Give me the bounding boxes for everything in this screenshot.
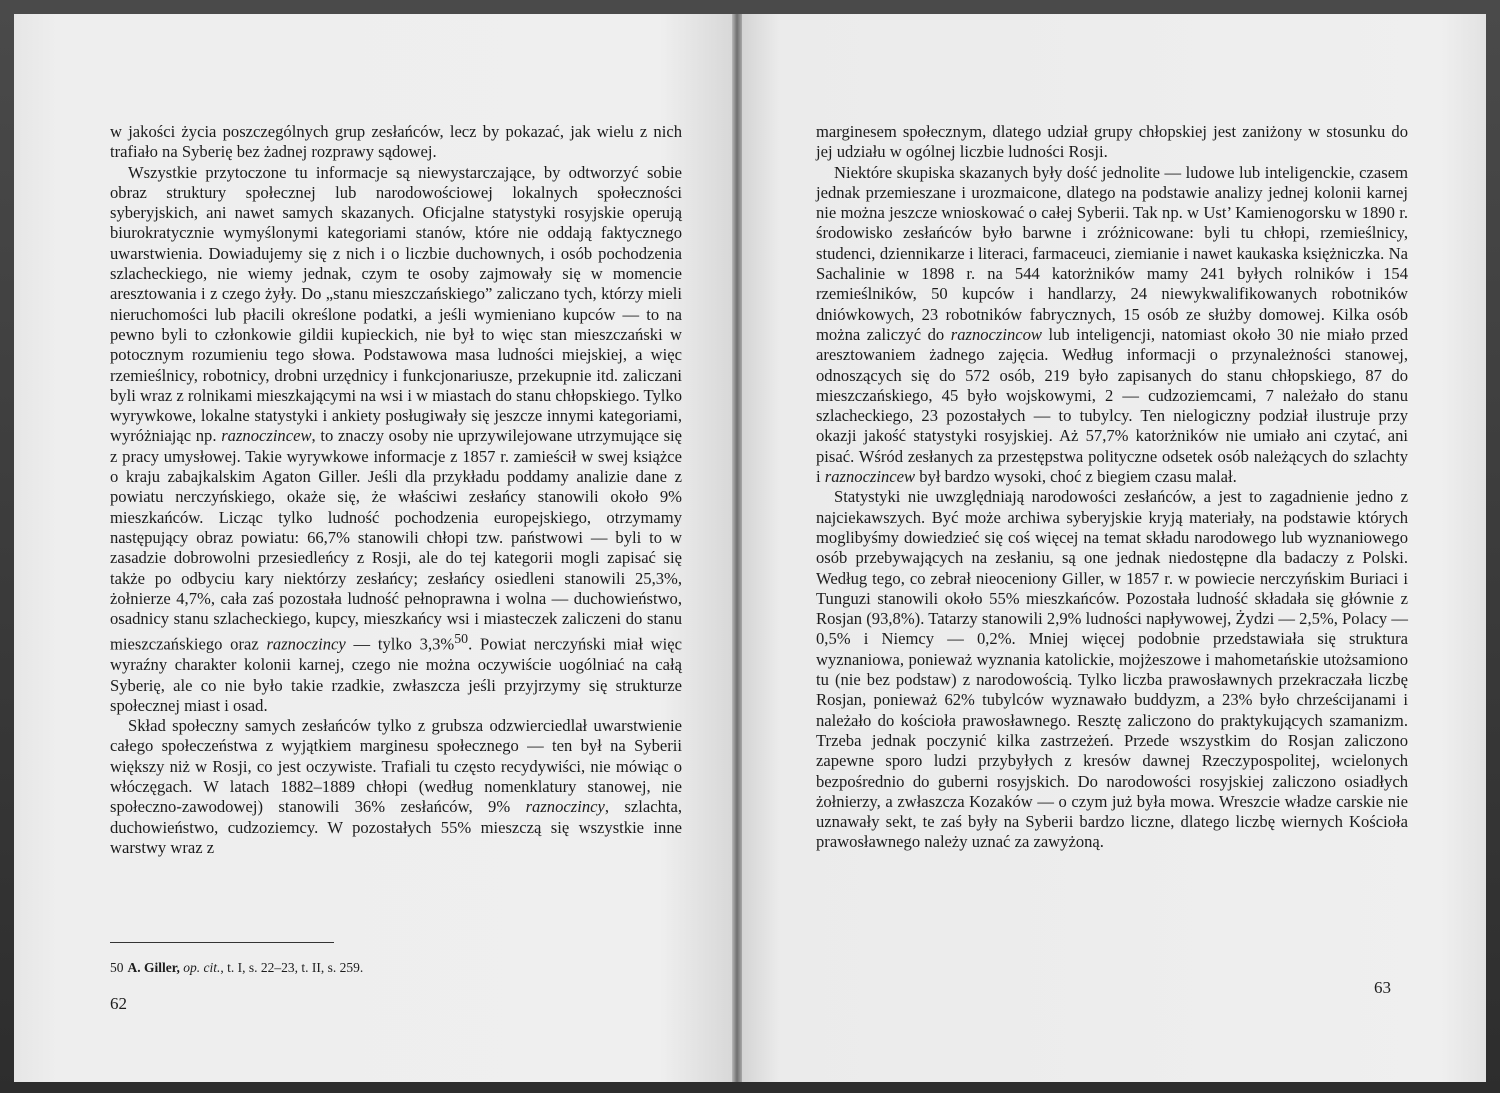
left-page <box>14 14 732 1082</box>
page-number: 62 <box>110 994 127 1013</box>
paragraph-text: Skład społeczny samych zesłańców tylko z grubsza odzwierciedlał uwarstwienie całego społeczeństwa z wyjątkiem marginesu społecznego — ten był na Syberii większy niż w Rosji, co jest oczywiste. Trafiali tu często recydywiści, nie mówiąc o włóczęgach. W latach 1882–1889 chłopi (według nomenklatury stanowej, nie społeczno-zawodowej) stanowili 36% zesłańców, 9% <box>110 716 682 817</box>
footnote <box>110 960 670 976</box>
footnote-rule <box>110 942 334 943</box>
italic-term: raznoczincy <box>525 797 605 817</box>
left-page-body <box>110 122 682 858</box>
footnote-citation: op. cit. <box>183 960 221 975</box>
paragraph: w jakości życia poszczególnych grup zesłańców, lecz by pokazać, jak wielu z nich trafiało na Syberię bez żadnej rozprawy sądowej. <box>110 122 682 162</box>
book-gutter <box>732 14 742 1082</box>
paragraph <box>110 163 682 717</box>
paragraph <box>110 716 682 858</box>
paragraph-text: Niektóre skupiska skazanych były dość jednolite — ludowe lub inteligenckie, czasem jednak przemieszane i urozmaicone, dlatego na podstawie analizy jednej kolonii karnej nie można jeszcze wnioskować o całej Syberii. Tak np. w Ust’ Kamienogorsku w 1890 r. środowisko zesłańców było barwne i zróżnicowane: byli tu chłopi, rzemieślnicy, studenci, dziennikarze i literaci, farmaceuci, ziemianie i nawet kaukaska księżniczka. Na Sachalinie w 1898 r. na 544 katorżników mamy 241 byłych rolników i 154 rzemieślników, 50 kupców i handlarzy, 24 niewykwalifikowanych robotników dniówkowych, 23 robotników fabrycznych, 15 osób ze służby domowej. Kilka osób można zaliczyć do <box>816 162 1408 344</box>
footnote-reference[interactable]: 50 <box>454 631 469 647</box>
footnote-pages: , t. I, s. 22–23, t. II, s. 259. <box>220 960 364 975</box>
paragraph: Statystyki nie uwzględniają narodowości zesłańców, a jest to zagadnienie jedno z najciekawszych. Być może archiwa syberyjskie kryją materiały, na podstawie których moglibyśmy dowiedzieć się coś więcej na temat składu narodowego lub wyznaniowego osób przebywających na zesłaniu, są one jednak niedostępne dla badaczy z Polski. Według tego, co zebrał nieoceniony Giller, w 1857 r. w powiecie nerczyńskim Buriaci i Tunguzi stanowili około 55% mieszkańców. Pozostała ludność składała się głównie z Rosjan (93,8%). Tatarzy stanowili 2,9% ludności napływowej, Żydzi — 2,5%, Polacy — 0,5% i Niemcy — 0,2%. Mniej więcej podobnie przedstawiała się struktura wyznaniowa, ponieważ wyznania katolickie, mojżeszowe i mahometańskie utożsamiono tu (nie bez podstaw) z narodowością. Tylko liczba prawosławnych przekraczała liczbę Rosjan, ponieważ 62% tubylców wyznawało buddyzm, a 23% było chrześcijanami i należało do kościoła prawosławnego. Resztę zaliczono do praktykujących szamanizm. Trzeba jednak poczynić kilka zastrzeżeń. Przede wszystkim do Rosjan zaliczono zapewne sporo ludzi przybyłych z kresów dawnej Rzeczypospolitej, wcielonych bezpośrednio do guberni rosyjskich. Do narodowości rosyjskiej zaliczono osiadłych żołnierzy, a zwłaszcza Kozaków — o czym już była mowa. Wreszcie władze carskie nie uznawały sekt, te zaś były na Syberii bardzo liczne, dlatego liczbę wiernych Kościoła prawosławnego należy uznać za zawyżoną. <box>816 487 1408 852</box>
italic-term: raznoczincow <box>950 324 1042 344</box>
paragraph <box>816 163 1408 488</box>
paragraph-text: Wszystkie przytoczone tu informacje są niewystarczające, by odtworzyć sobie obraz struktury społecznej lub narodowościowej lokalnych społeczności syberyjskich, ani nawet samych skazanych. Oficjalne statystyki rosyjskie operują biurokratycznie wymyślonymi kategoriami stanów, które nie oddają faktycznego uwarstwienia. Dowiadujemy się z nich i o liczbie duchownych, i osób pochodzenia szlacheckiego, nie wiemy jednak, czym te osoby zajmowały się w momencie aresztowania i z czego żyły. Do „stanu mieszczańskiego” zaliczano tych, którzy mieli nieruchomości lub płacili określone podatki, a jeśli wymieniano kupców — to na pewno byli to członkowie gildii kupieckich, nie był to więc stan mieszczański w potocznym rozumieniu tego słowa. Podstawowa masa ludności miejskiej, a więc rzemieślnicy, robotnicy, drobni urzędnicy i funkcjonariusze, przekupnie itd. zaliczani byli wraz z rolnikami mieszkającymi na wsi i w miastach do stanu chłopskiego. Tylko wyrywkowe, lokalne statystyki i ankiety posługiwały się jeszcze innymi kategoriami, wyróżniając np. <box>110 162 682 446</box>
paragraph-text: , to znaczy osoby nie uprzywilejowane utrzymujące się z pracy umysłowej. Takie wyrywkowe informacje z 1857 r. zamieścił w swej książce o kraju zabajkalskim Agaton Giller. Jeśli dla przykładu poddamy analizie dane z powiatu nerczyńskiego, okaże się, że właściwi zesłańcy stanowili około 9% mieszkańców. Licząc tylko ludność pochodzenia europejskiego, otrzymamy następujący obraz powiatu: 66,7% stanowili chłopi tzw. państwowi — byli to w zasadzie dobrowolni przesiedleńcy z Rosji, ale do tej kategorii mogli zapisać się także po odbyciu kary niektórzy zesłańcy; zesłańcy osiedleni stanowili 25,3%, żołnierze 4,7%, cała zaś pozostała ludność pełnoprawna i wolna — duchowieństwo, osadnicy stanu szlacheckiego, kupcy, mieszkańcy wsi i miasteczek zaliczeni do stanu mieszczańskiego oraz <box>110 426 682 654</box>
paragraph-text: , szlachta, duchowieństwo, cudzoziemcy. W pozostałych 55% mieszczą się wszystkie inne warstwy wraz z <box>110 797 683 857</box>
paragraph-text: był bardzo wysoki, choć z biegiem czasu malał. <box>915 467 1237 487</box>
footnote-number: 50 <box>110 960 124 975</box>
italic-term: raznoczincew <box>221 426 312 446</box>
footnote-author: A. Giller, <box>127 960 180 975</box>
right-page <box>742 14 1486 1082</box>
paragraph-text: — tylko 3,3% <box>345 634 455 654</box>
paragraph: marginesem społecznym, dlatego udział grupy chłopskiej jest zaniżony w stosunku do jej udziału w ogólnej liczbie ludności Rosji. <box>816 122 1408 162</box>
paragraph-text: . Powiat nerczyński miał więc wyraźny charakter kolonii karnej, czego nie można oczywiście uogólniać na całą Syberię, ale co nie było takie rzadkie, zwłaszcza jeśli przyjrzymy się strukturze społecznej miast i osad. <box>110 634 683 715</box>
italic-term: raznoczincew <box>824 467 916 487</box>
paragraph-text: lub inteligencji, natomiast około 30 nie miało przed aresztowaniem żadnego zajęcia. Według informacji o przynależności stanowej, odnoszących się do 572 osób, 219 było zapisanych do stanu chłopskiego, 87 do mieszczańskiego, 45 było wojskowymi, 2 — cudzoziemcami, 7 należało do stanu szlacheckiego, 23 pozostałych — to tubylcy. Ten nielogiczny podział ilustruje przy okazji jakość statystyki rosyjskiej. Aż 57,7% katorżników nie umiało ani czytać, ani pisać. Wśród zesłanych za przestępstwa polityczne odsetek osób należących do szlachty i <box>816 324 1408 487</box>
page-number: 63 <box>1374 978 1391 997</box>
italic-term: raznoczincy <box>266 634 346 654</box>
right-page-body <box>816 122 1408 853</box>
